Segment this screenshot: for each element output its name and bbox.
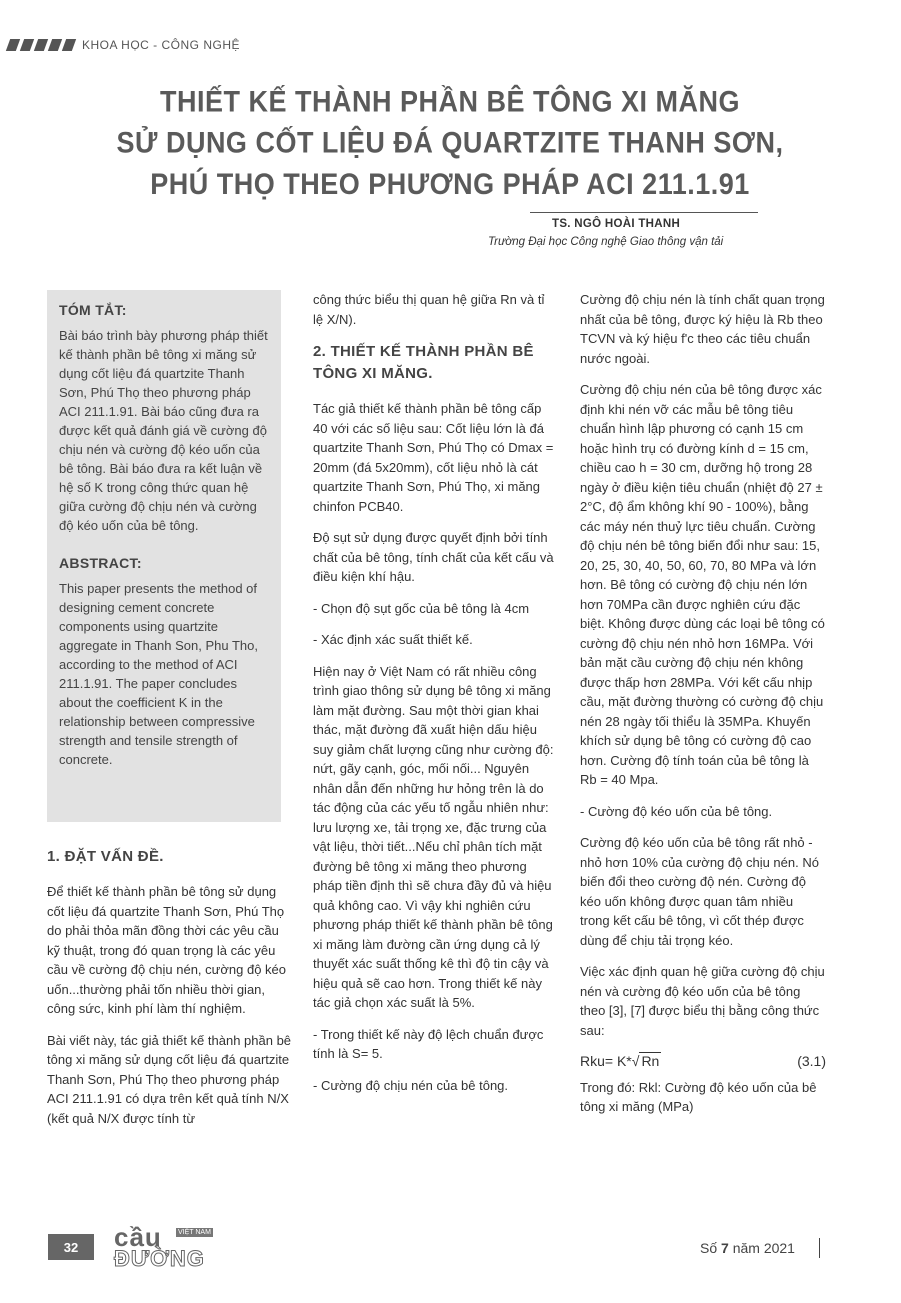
column-1: [47, 846, 292, 1140]
title-line-2: SỬ DỤNG CỐT LIỆU ĐÁ QUARTZITE THANH SƠN,: [116, 126, 784, 160]
section-1-heading: 1. ĐẶT VẤN ĐỀ.: [47, 848, 164, 865]
paragraph: Hiện nay ở Việt Nam có rất nhiều công trình giao thông sử dụng bê tông xi măng làm mặt đường. Sau một thời gian khai thác, mặt đường đã xuất hiện dấu hiệu suy giảm chất lượng cũng như cường độ: nứt, gãy cạnh, góc, mối nối... Nguyên nhân dẫn đến những hư hỏng trên là do tác động của các yếu tố ngẫu nhiên như: lưu lượng xe, tải trọng xe, đặc trưng của vật liệu, thời tiết...Nếu chỉ phân tích mặt đường bê tông xi măng theo phương pháp tiền định thì sẽ chưa đầy đủ và hiệu quả không cao. Vì vậy khi nghiên cứu phương pháp thiết kế thành phần bê tông xi măng làm đường cần ứng dụng cả lý thuyết xác suất thống kê thì độ tin cậy và hiệu quả sẽ cao hơn. Trong thiết kế này tác giả chọn xác suất là 5%.: [313, 663, 554, 1010]
author-affiliation: Trường Đại học Công nghệ Giao thông vận tải: [488, 236, 724, 248]
paragraph: - Xác định xác suất thiết kế.: [313, 632, 473, 647]
paragraph: - Trong thiết kế này độ lệch chuẩn được tính là S= 5.: [313, 1026, 544, 1061]
paragraph: - Chọn độ sụt gốc của bê tông là 4cm: [313, 600, 530, 616]
paragraph: Cường độ chịu nén của bê tông được xác định khi nén vỡ các mẫu bê tông tiêu chuẩn hình lập phương có cạnh 15 cm hoặc hình trụ có đường kính d = 15 cm, chiều cao h = 30 cm, dưỡng hộ trong 28 ngày ở điều kiện tiêu chuẩn (nhiệt độ 27 ± 2°C, độ ẩm không khí 90 - 100%), bằng các máy nén thuỷ lực tiêu chuẩn. Cường độ chịu nén bê tông biến đổi như sau: 15, 20, 25, 30, 40, 50, 60, 70, 80 MPa và lớn hơn. Bê tông có cường độ chịu nén lớn hơn 70MPa cần được nghiên cứu đặc biệt. Không được dùng các loại bê tông có cường độ chịu nén nhỏ hơn 16MPa. Với bản mặt cầu cường độ chịu nén không được thấp hơn 28MPa. Với kết cấu nhịp cầu, mặt đường thường có cường độ chịu nén 28 ngày tối thiểu là 35MPa. Khuyến khích sử dụng bê tông có cường độ cao hơn. Cường độ tính toán của bê tông là Rb = 40 Mpa.: [580, 382, 825, 787]
magazine-logo: [104, 1222, 224, 1272]
issue-number: 7: [721, 1240, 729, 1256]
section-header: [8, 36, 240, 54]
abstract-box: [47, 290, 281, 822]
summary-heading: TÓM TẮT:: [59, 302, 127, 318]
issue-divider: [819, 1238, 820, 1258]
title-line-3: PHÚ THỌ THEO PHƯƠNG PHÁP ACI 211.1.91: [150, 167, 750, 201]
paragraph: Độ sụt sử dụng được quyết định bởi tính chất của bê tông, tính chất của kết cấu và điều kiện khí hậu.: [313, 530, 554, 584]
paragraph: Tác giả thiết kế thành phần bê tông cấp 40 với các số liệu sau: Cốt liệu lớn là đá quartzite Thanh Sơn, Phú Thọ có Dmax = 20mm (đá 5x20mm), cốt liệu nhỏ là cát quartzite Thanh Sơn, Phú Thọ, xi măng chinfon PCB40.: [313, 401, 554, 514]
section-label: KHOA HỌC - CÔNG NGHỆ: [82, 38, 241, 52]
paragraph: Trong đó: Rkl: Cường độ kéo uốn của bê tông xi măng (MPa): [580, 1079, 817, 1114]
paragraph: Việc xác định quan hệ giữa cường độ chịu nén và cường độ kéo uốn của bê tông theo [3], [7] được biểu thị bằng công thức sau:: [580, 964, 825, 1038]
author-name: TS. NGÔ HOÀI THANH: [552, 218, 681, 230]
page-footer: [0, 1222, 901, 1282]
title-line-1: THIẾT KẾ THÀNH PHẦN BÊ TÔNG XI MĂNG: [159, 85, 740, 119]
formula-number: (3.1): [797, 1053, 826, 1069]
abstract-heading: ABSTRACT:: [59, 555, 142, 571]
paragraph: công thức biểu thị quan hệ giữa Rn và tỉ lệ X/N).: [313, 292, 545, 327]
formula-3-1: [580, 1052, 826, 1072]
issue-info: Số 7 năm 2021: [700, 1240, 795, 1256]
author-divider: [530, 212, 758, 213]
logo-tag: VIỆT NAM: [178, 1229, 211, 1236]
page-number: 32: [48, 1234, 94, 1260]
paragraph: - Cường độ kéo uốn của bê tông.: [580, 803, 773, 819]
paragraph: Để thiết kế thành phần bê tông sử dụng cốt liệu đá quartzite Thanh Sơn, Phú Thọ do phải thỏa mãn đồng thời các yêu cầu kỹ thuật, trong đó quan trọng là các yêu cầu về cường độ chịu nén, cường độ kéo uốn...thường phải tốn nhiều thời gian, công sức, kinh phí làm thí nghiệm.: [47, 884, 286, 1016]
paragraph: - Cường độ chịu nén của bê tông.: [313, 1077, 509, 1093]
logo-text-top: cầu: [114, 1222, 162, 1252]
sqrt-term: Rn: [641, 1053, 660, 1069]
header-slashes-decoration: [8, 39, 74, 51]
column-2: [313, 290, 558, 1107]
article-title: [90, 81, 810, 204]
section-2-heading: 2. THIẾT KẾ THÀNH PHẦN BÊ TÔNG XI MĂNG.: [313, 343, 534, 382]
summary-text: Bài báo trình bày phương pháp thiết kế thành phần bê tông xi măng sử dụng cốt liệu đá quartzite Thanh Sơn, Phú Thọ theo phương pháp ACI 211.1.91. Bài báo cũng đưa ra được kết quả đánh giá về cường độ chịu nén và cường độ kéo uốn của bê tông. Bài báo đưa ra kết luận về hệ số K trong công thức quan hệ giữa cường độ chịu nén và cường độ kéo uốn của bê tông.: [59, 328, 268, 533]
paragraph: Cường độ chịu nén là tính chất quan trọng nhất của bê tông, được ký hiệu là Rb theo TCVN và ký hiệu f'c theo các tiêu chuẩn nước ngoài.: [580, 292, 825, 366]
abstract-text: This paper presents the method of designing cement concrete components using quartzite aggregate in Thanh Son, Phu Tho, according to the method of ACI 211.1.91. The paper concludes about the coefficient K in the relationship between compressive strength and tensile strength of concrete.: [59, 581, 259, 767]
paragraph: Cường độ kéo uốn của bê tông rất nhỏ - nhỏ hơn 10% của cường độ chịu nén. Nó biến đổi theo cường độ nén. Cường độ kéo uốn không được quan tâm nhiều trong kết cấu bê tông, vì cốt thép được dùng để chịu tải trọng kéo.: [580, 835, 819, 948]
paragraph: Bài viết này, tác giả thiết kế thành phần bê tông xi măng sử dụng cốt liệu đá quartzite Thanh Sơn, Phú Thọ theo phương pháp ACI 211.1.91 có dựa trên kết quả tính N/X (kết quả N/X được tính từ: [47, 1032, 292, 1126]
logo-text-bottom: ĐƯỜNG: [114, 1246, 205, 1271]
formula-expression: Rku= K*√ Rn: [580, 1053, 660, 1069]
column-3: [580, 290, 826, 1129]
